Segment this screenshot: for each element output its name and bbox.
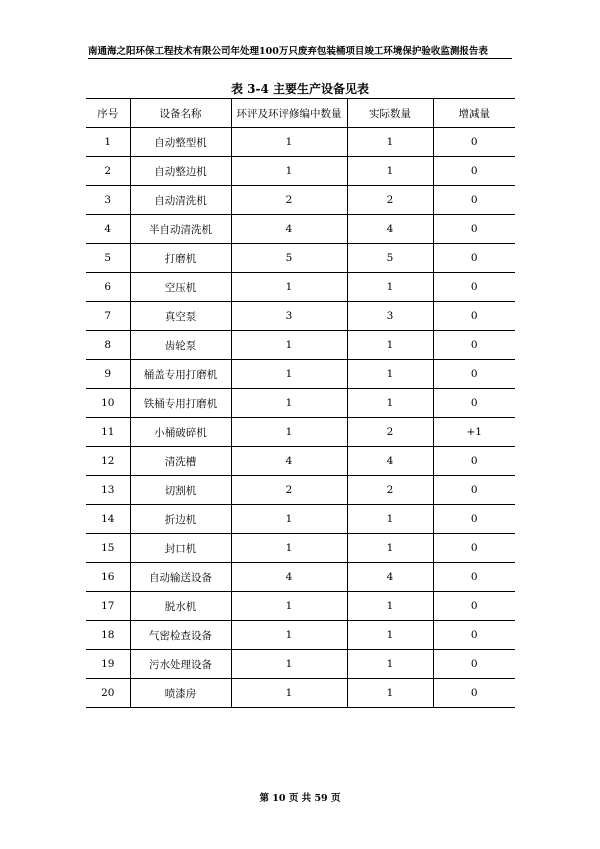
cell-planned-quantity: 1 [231,273,347,302]
cell-planned-quantity: 4 [231,447,347,476]
cell-planned-quantity: 3 [231,302,347,331]
cell-change: 0 [433,157,515,186]
table-body [86,128,515,708]
cell-planned-quantity: 1 [231,592,347,621]
cell-equipment-name: 半自动清洗机 [130,215,231,244]
cell-equipment-name: 齿轮泵 [130,331,231,360]
cell-planned-quantity: 1 [231,331,347,360]
cell-index: 1 [86,128,130,157]
cell-actual-quantity: 1 [347,273,433,302]
cell-actual-quantity: 1 [347,621,433,650]
cell-equipment-name: 自动整边机 [130,157,231,186]
cell-index: 8 [86,331,130,360]
cell-planned-quantity: 1 [231,360,347,389]
cell-equipment-name: 空压机 [130,273,231,302]
cell-index: 16 [86,563,130,592]
cell-planned-quantity: 4 [231,215,347,244]
cell-index: 2 [86,157,130,186]
cell-index: 10 [86,389,130,418]
cell-actual-quantity: 1 [347,331,433,360]
cell-change: 0 [433,447,515,476]
table-row [86,128,515,157]
cell-change: +1 [433,418,515,447]
table-row [86,621,515,650]
cell-index: 7 [86,302,130,331]
table-row [86,273,515,302]
cell-planned-quantity: 4 [231,563,347,592]
cell-index: 19 [86,650,130,679]
cell-planned-quantity: 5 [231,244,347,273]
cell-actual-quantity: 1 [347,157,433,186]
cell-equipment-name: 自动输送设备 [130,563,231,592]
cell-planned-quantity: 1 [231,389,347,418]
cell-equipment-name: 铁桶专用打磨机 [130,389,231,418]
cell-actual-quantity: 5 [347,244,433,273]
cell-actual-quantity: 2 [347,418,433,447]
cell-actual-quantity: 1 [347,592,433,621]
table-row [86,679,515,708]
cell-equipment-name: 封口机 [130,534,231,563]
table-row [86,650,515,679]
cell-actual-quantity: 3 [347,302,433,331]
table-row [86,476,515,505]
cell-index: 11 [86,418,130,447]
cell-index: 9 [86,360,130,389]
cell-actual-quantity: 1 [347,360,433,389]
cell-actual-quantity: 4 [347,563,433,592]
table-caption: 表 3-4 主要生产设备见表 [230,82,370,96]
cell-actual-quantity: 1 [347,650,433,679]
cell-change: 0 [433,505,515,534]
cell-change: 0 [433,476,515,505]
cell-planned-quantity: 1 [231,128,347,157]
cell-planned-quantity: 1 [231,534,347,563]
cell-change: 0 [433,563,515,592]
table-row [86,592,515,621]
cell-actual-quantity: 1 [347,505,433,534]
cell-actual-quantity: 1 [347,679,433,708]
cell-planned-quantity: 1 [231,418,347,447]
table-row [86,331,515,360]
cell-index: 5 [86,244,130,273]
cell-index: 14 [86,505,130,534]
table-header-row [86,99,515,128]
cell-planned-quantity: 1 [231,157,347,186]
cell-equipment-name: 清洗槽 [130,447,231,476]
cell-equipment-name: 折边机 [130,505,231,534]
cell-equipment-name: 自动整型机 [130,128,231,157]
cell-change: 0 [433,273,515,302]
table-row [86,360,515,389]
cell-index: 3 [86,186,130,215]
cell-change: 0 [433,186,515,215]
cell-change: 0 [433,592,515,621]
cell-index: 6 [86,273,130,302]
cell-equipment-name: 喷漆房 [130,679,231,708]
cell-equipment-name: 脱水机 [130,592,231,621]
cell-change: 0 [433,679,515,708]
column-header-planned-quantity: 环评及环评修编中数量 [231,99,347,128]
cell-actual-quantity: 1 [347,128,433,157]
cell-index: 15 [86,534,130,563]
table-row [86,563,515,592]
column-header-change: 增减量 [433,99,515,128]
cell-index: 13 [86,476,130,505]
cell-equipment-name: 桶盖专用打磨机 [130,360,231,389]
cell-change: 0 [433,331,515,360]
table-row [86,157,515,186]
table-row [86,215,515,244]
table-row [86,534,515,563]
cell-actual-quantity: 1 [347,389,433,418]
column-header-index: 序号 [86,99,130,128]
cell-change: 0 [433,302,515,331]
cell-actual-quantity: 2 [347,476,433,505]
cell-equipment-name: 污水处理设备 [130,650,231,679]
cell-actual-quantity: 4 [347,215,433,244]
cell-planned-quantity: 1 [231,650,347,679]
table-row [86,447,515,476]
table-row [86,418,515,447]
cell-actual-quantity: 2 [347,186,433,215]
cell-index: 18 [86,621,130,650]
table-row [86,389,515,418]
cell-actual-quantity: 4 [347,447,433,476]
cell-index: 4 [86,215,130,244]
cell-equipment-name: 小桶破碎机 [130,418,231,447]
cell-equipment-name: 气密检查设备 [130,621,231,650]
cell-change: 0 [433,360,515,389]
cell-change: 0 [433,244,515,273]
table-row [86,186,515,215]
cell-planned-quantity: 1 [231,621,347,650]
equipment-table [86,98,515,708]
report-header: 南通海之阳环保工程技术有限公司年处理100万只废弃包装桶项目竣工环境保护验收监测报告表 [88,43,512,59]
cell-index: 12 [86,447,130,476]
cell-index: 20 [86,679,130,708]
column-header-actual-quantity: 实际数量 [347,99,433,128]
cell-change: 0 [433,621,515,650]
page-number: 第 10 页 共 59 页 [259,793,341,804]
table-row [86,505,515,534]
cell-equipment-name: 切割机 [130,476,231,505]
cell-equipment-name: 自动清洗机 [130,186,231,215]
cell-change: 0 [433,215,515,244]
cell-planned-quantity: 2 [231,476,347,505]
cell-change: 0 [433,128,515,157]
cell-change: 0 [433,650,515,679]
cell-index: 17 [86,592,130,621]
cell-planned-quantity: 2 [231,186,347,215]
cell-actual-quantity: 1 [347,534,433,563]
table-row [86,302,515,331]
cell-planned-quantity: 1 [231,505,347,534]
cell-planned-quantity: 1 [231,679,347,708]
cell-change: 0 [433,389,515,418]
cell-change: 0 [433,534,515,563]
table-row [86,244,515,273]
column-header-equipment-name: 设备名称 [130,99,231,128]
cell-equipment-name: 打磨机 [130,244,231,273]
cell-equipment-name: 真空泵 [130,302,231,331]
